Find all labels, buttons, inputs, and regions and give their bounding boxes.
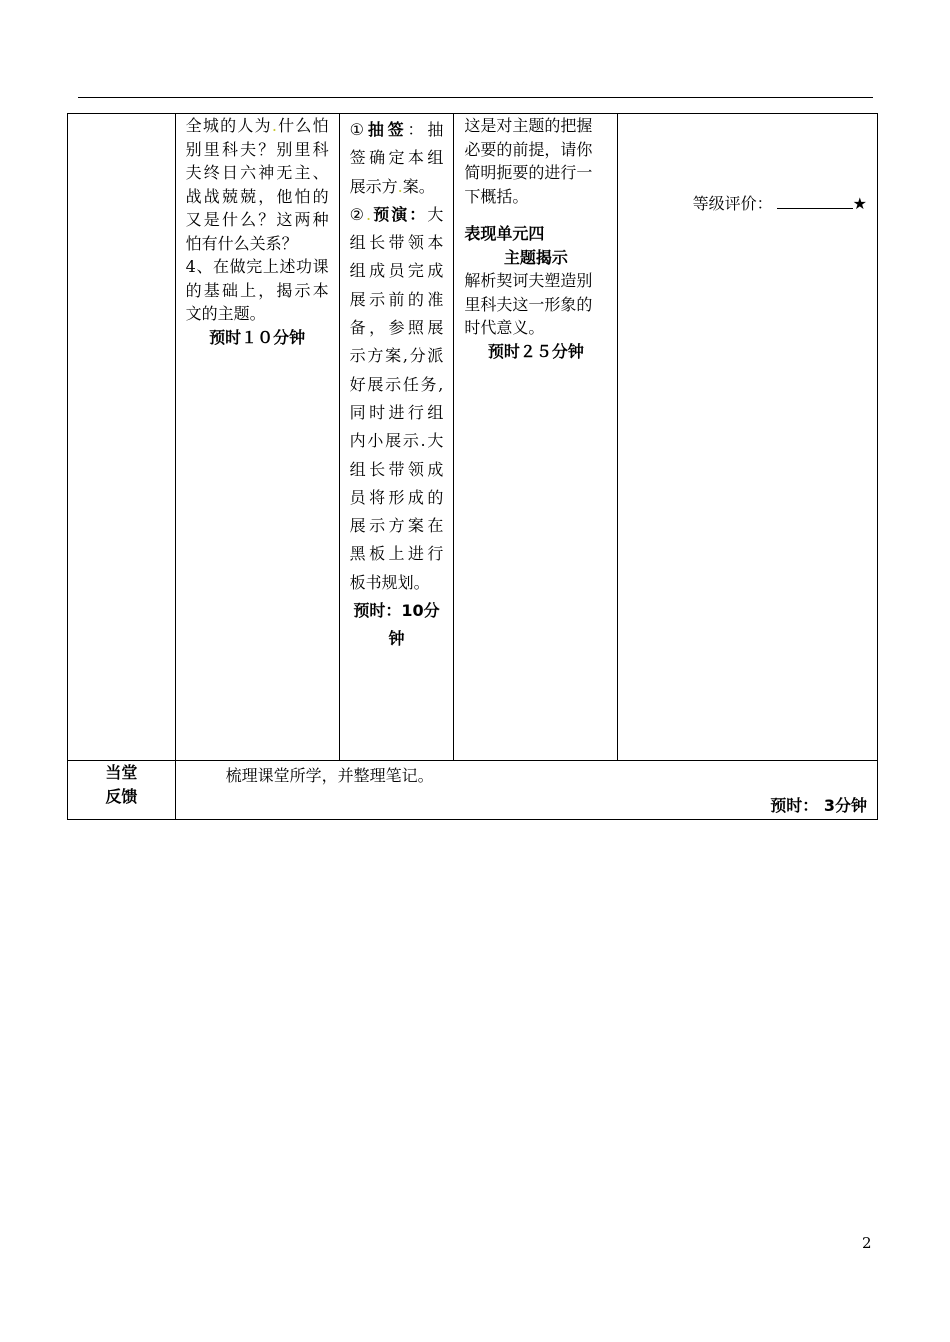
time-label: 预时：10分钟 — [353, 601, 440, 649]
task-text: 4、在做完上述功课的基础上，揭示本文的主题。 — [185, 257, 329, 323]
table-row — [68, 761, 878, 820]
question-text-a: 全城的人为 — [185, 116, 272, 135]
step1-mark: ① — [349, 120, 368, 139]
step2-title: 预演： — [371, 204, 428, 224]
star-icon: ★ — [852, 194, 867, 213]
feedback-label-2: 反馈 — [105, 786, 138, 806]
question-cell — [175, 114, 339, 761]
unit-heading: 表现单元四 — [464, 224, 545, 243]
step1-text-b: 案。 — [402, 176, 435, 196]
theme-cell — [454, 114, 618, 761]
feedback-cell — [175, 761, 877, 820]
feedback-time: 预时： 3分钟 — [770, 795, 867, 815]
step2-mark: ② — [349, 204, 367, 224]
grade-evaluation — [693, 192, 867, 216]
step1-title: 抽签 — [367, 120, 408, 139]
step2-text: 大组长带领本组成员完成展示前的准备，参照展示方案,分派好展示任务,同时进行组内小展示.大组长带领成员将形成的展示方案在黑板上进行板书规划。 — [349, 204, 444, 592]
header-rule — [78, 97, 873, 98]
grade-blank[interactable] — [777, 194, 853, 209]
steps-cell — [339, 114, 454, 761]
unit-subheading: 主题揭示 — [503, 247, 568, 267]
step1-text-a: ：抽签确定本组展示方 — [349, 120, 444, 196]
analysis-text: 解析契诃夫塑造别里科夫这一形象的时代意义。 — [464, 271, 593, 337]
table-row — [68, 114, 878, 761]
feedback-label-cell — [68, 761, 176, 820]
page-number: 2 — [862, 1234, 872, 1252]
lesson-table — [67, 113, 878, 820]
feedback-text: 梳理课堂所学，并整理笔记。 — [225, 766, 434, 785]
feedback-label-1: 当堂 — [105, 763, 138, 782]
time-label: 预时２５分钟 — [487, 341, 584, 361]
grade-cell — [618, 114, 878, 761]
theme-text: 这是对主题的把握必要的前提，请你简明扼要的进行一下概括。 — [464, 116, 593, 206]
marker-dot: . — [397, 176, 403, 196]
question-text-b: 什么怕别里科夫？别里科夫终日六神无主、战战兢兢，他怕的又是什么？这两种怕有什么关系？ — [185, 116, 329, 253]
time-label: 预时１０分钟 — [209, 327, 306, 347]
empty-cell — [68, 114, 176, 761]
grade-label: 等级评价： — [692, 194, 773, 213]
marker-dot: . — [271, 116, 277, 135]
marker-dot: . — [366, 204, 372, 224]
